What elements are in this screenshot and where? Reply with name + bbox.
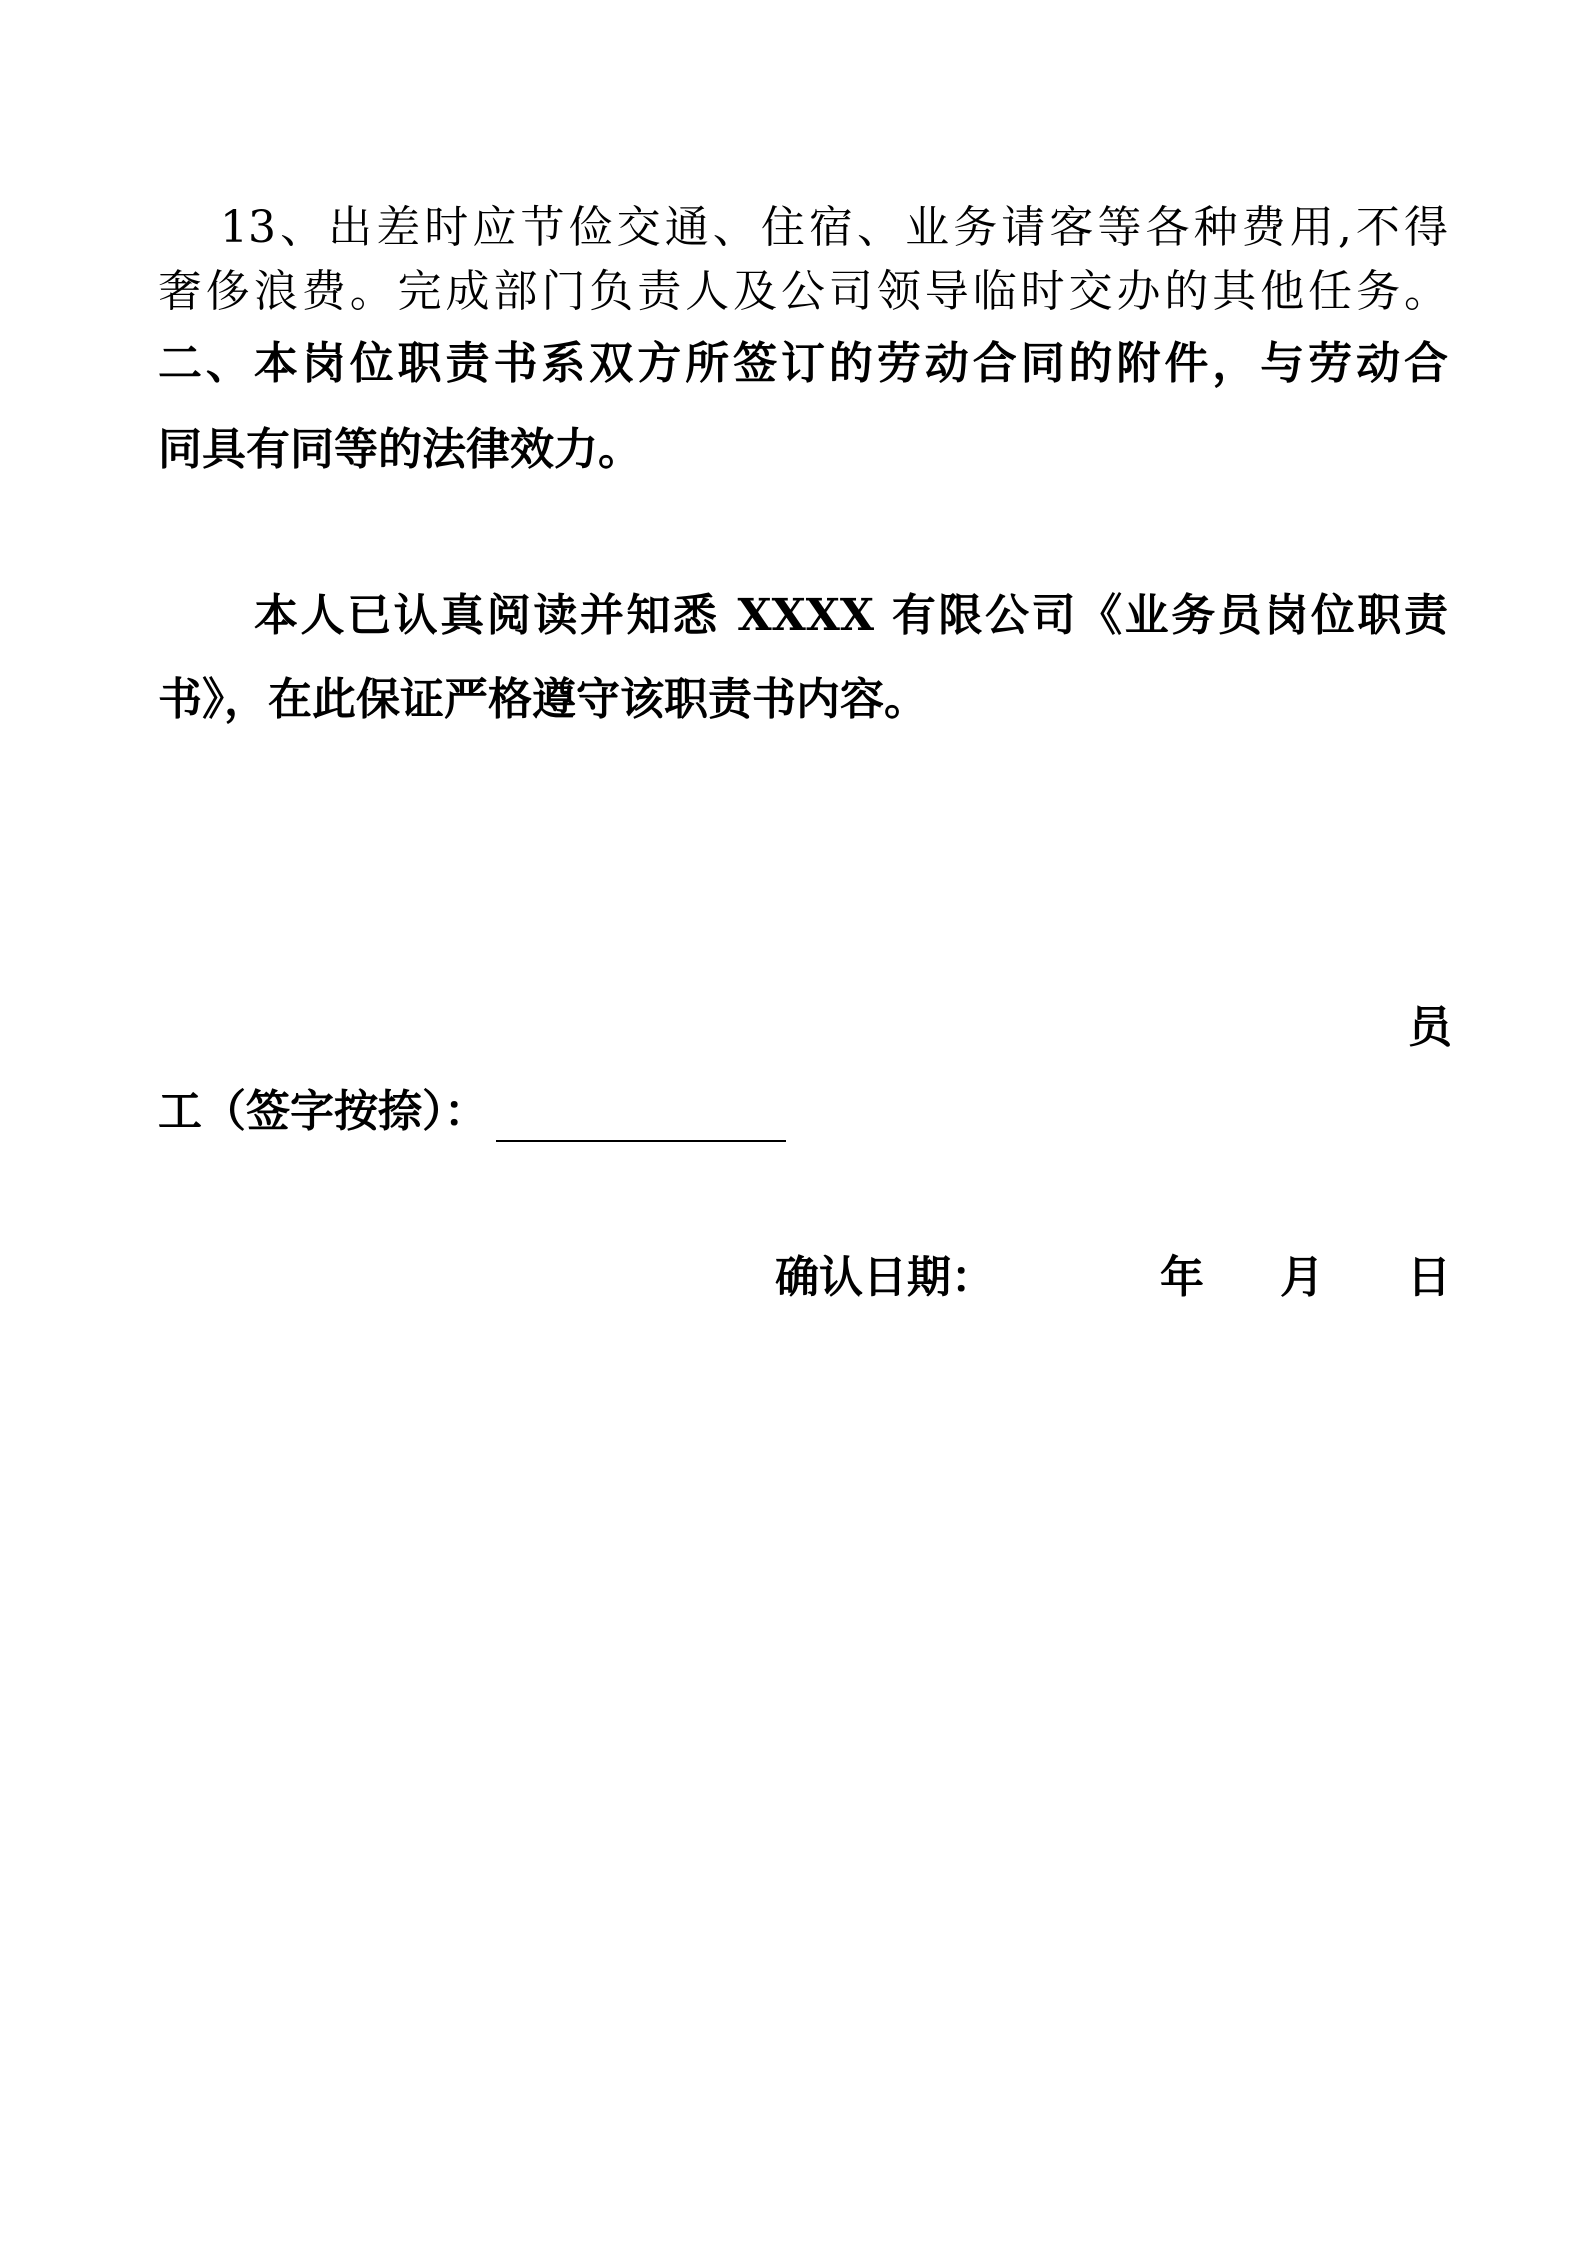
acknowledgement-line-1: 本人已认真阅读并知悉 XXXX 有限公司《业务员岗位职责 [254, 590, 1448, 641]
section-2-line-1: 二、本岗位职责书系双方所签订的劳动合同的附件，与劳动合 [158, 338, 1448, 389]
section-2-line-2: 同具有同等的法律效力。 [158, 424, 642, 475]
acknowledgement-line-2: 书》，在此保证严格遵守该职责书内容。 [158, 674, 928, 725]
item-13-line-2: 奢侈浪费。完成部门负责人及公司领导临时交办的其他任务。 [158, 266, 1448, 317]
item-13-line-1: 13、出差时应节俭交通、住宿、业务请客等各种费用,不得 [220, 202, 1448, 253]
signature-label-first-char: 员 [1408, 1002, 1452, 1053]
date-year-label: 年 [1160, 1252, 1204, 1303]
signature-label: 工（签字按捺）： [158, 1086, 488, 1137]
signature-blank-line[interactable] [496, 1090, 786, 1142]
signature-row [158, 1082, 786, 1142]
date-day-label: 日 [1407, 1252, 1451, 1303]
date-month-label: 月 [1280, 1252, 1324, 1303]
confirm-date-label: 确认日期： [775, 1252, 995, 1303]
